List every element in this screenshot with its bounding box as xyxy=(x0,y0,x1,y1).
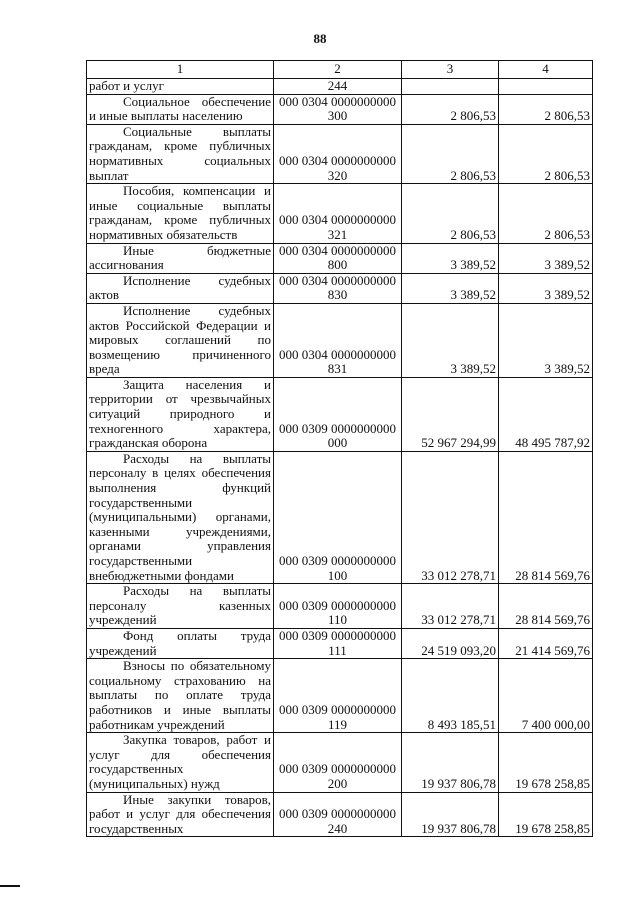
table-row xyxy=(87,184,593,243)
row-code: 000 0309 0000000000 111 xyxy=(274,628,402,658)
row-value-col3: 33 012 278,71 xyxy=(402,584,499,629)
table-row xyxy=(87,451,593,583)
row-code: 000 0309 0000000000 240 xyxy=(274,792,402,837)
row-value-col3: 19 937 806,78 xyxy=(402,733,499,792)
row-name: Социальное обеспечение и иные выплаты населению xyxy=(89,93,271,124)
row-value-col3: 2 806,53 xyxy=(402,94,499,124)
row-name: Закупка товаров, работ и услуг для обеспечения государственных (муниципальных) нужд xyxy=(89,732,271,791)
table-row xyxy=(87,659,593,733)
table-row xyxy=(87,273,593,303)
table-row xyxy=(87,584,593,629)
row-name-cell xyxy=(87,273,274,303)
row-name-cell xyxy=(87,94,274,124)
column-header-1: 1 xyxy=(87,61,274,79)
row-value-col4: 28 814 569,76 xyxy=(499,451,593,583)
table-row xyxy=(87,94,593,124)
row-name: работ и услуг xyxy=(89,78,164,93)
row-value-col3: 2 806,53 xyxy=(402,184,499,243)
row-value-col4: 19 678 258,85 xyxy=(499,792,593,837)
row-code: 000 0309 0000000000 100 xyxy=(274,451,402,583)
row-value-col4 xyxy=(499,79,593,95)
row-name: Расходы на выплаты персоналу в целях обеспечения выполнения функций государственными (муниципальными) органами, казенными учреждениями, органами управления государственными внебюджетными фондами xyxy=(89,450,271,583)
row-name: Социальные выплаты гражданам, кроме публичных нормативных социальных выплат xyxy=(89,123,271,183)
row-name-cell xyxy=(87,733,274,792)
row-name-cell xyxy=(87,584,274,629)
row-value-col4: 21 414 569,76 xyxy=(499,628,593,658)
row-name-cell xyxy=(87,451,274,583)
row-value-col4: 28 814 569,76 xyxy=(499,584,593,629)
row-value-col4: 2 806,53 xyxy=(499,94,593,124)
row-name: Иные закупки товаров, работ и услуг для обеспечения государственных xyxy=(89,791,271,836)
row-name: Исполнение судебных актов xyxy=(89,272,271,303)
row-name-cell xyxy=(87,659,274,733)
row-value-col3: 3 389,52 xyxy=(402,303,499,377)
table-row xyxy=(87,79,593,95)
table-body xyxy=(87,79,593,837)
row-code: 000 0304 0000000000 300 xyxy=(274,94,402,124)
row-name: Защита населения и территории от чрезвычайных ситуаций природного и техногенного характера, гражданская оборона xyxy=(89,376,271,451)
row-name: Фонд оплаты труда учреждений xyxy=(89,627,271,658)
row-name: Расходы на выплаты персоналу казенных учреждений xyxy=(89,583,271,628)
row-value-col3: 8 493 185,51 xyxy=(402,659,499,733)
row-code: 000 0309 0000000000 110 xyxy=(274,584,402,629)
row-name: Иные бюджетные ассигнования xyxy=(89,242,271,273)
column-header-2: 2 xyxy=(274,61,402,79)
row-code: 000 0304 0000000000 831 xyxy=(274,303,402,377)
scan-margin-mark xyxy=(0,885,20,887)
row-value-col4: 7 400 000,00 xyxy=(499,659,593,733)
row-value-col3: 2 806,53 xyxy=(402,124,499,183)
row-code: 000 0309 0000000000 200 xyxy=(274,733,402,792)
row-value-col3 xyxy=(402,79,499,95)
row-name-cell xyxy=(87,243,274,273)
row-value-col3: 3 389,52 xyxy=(402,243,499,273)
row-code: 000 0304 0000000000 320 xyxy=(274,124,402,183)
row-name: Взносы по обязательному социальному страхованию на выплаты по оплате труда работников и иные выплаты работникам учреждений xyxy=(89,658,271,732)
row-code: 244 xyxy=(274,79,402,95)
row-name-cell xyxy=(87,792,274,837)
row-name-cell xyxy=(87,628,274,658)
table-row xyxy=(87,377,593,451)
budget-table xyxy=(86,60,593,837)
row-name: Пособия, компенсации и иные социальные выплаты гражданам, кроме публичных нормативных обязательств xyxy=(89,183,271,242)
row-name-cell xyxy=(87,377,274,451)
row-value-col4: 19 678 258,85 xyxy=(499,733,593,792)
table-row xyxy=(87,792,593,837)
table-header-row xyxy=(87,61,593,79)
table-row xyxy=(87,124,593,183)
table-row xyxy=(87,303,593,377)
row-code: 000 0309 0000000000 119 xyxy=(274,659,402,733)
row-name-cell xyxy=(87,79,274,95)
table-row xyxy=(87,733,593,792)
row-code: 000 0304 0000000000 321 xyxy=(274,184,402,243)
row-value-col3: 3 389,52 xyxy=(402,273,499,303)
row-name-cell xyxy=(87,303,274,377)
table-row xyxy=(87,243,593,273)
row-value-col4: 2 806,53 xyxy=(499,124,593,183)
row-name: Исполнение судебных актов Российской Федерации и мировых соглашений по возмещению причиненного вреда xyxy=(89,302,271,377)
row-value-col4: 3 389,52 xyxy=(499,303,593,377)
row-value-col4: 3 389,52 xyxy=(499,243,593,273)
row-code: 000 0309 0000000000 000 xyxy=(274,377,402,451)
row-name-cell xyxy=(87,184,274,243)
page-number: 88 xyxy=(313,31,327,46)
row-value-col3: 19 937 806,78 xyxy=(402,792,499,837)
row-code: 000 0304 0000000000 800 xyxy=(274,243,402,273)
row-value-col4: 3 389,52 xyxy=(499,273,593,303)
row-value-col3: 33 012 278,71 xyxy=(402,451,499,583)
column-header-3: 3 xyxy=(402,61,499,79)
row-name-cell xyxy=(87,124,274,183)
row-value-col3: 52 967 294,99 xyxy=(402,377,499,451)
table-row xyxy=(87,628,593,658)
row-value-col4: 48 495 787,92 xyxy=(499,377,593,451)
row-value-col3: 24 519 093,20 xyxy=(402,628,499,658)
row-value-col4: 2 806,53 xyxy=(499,184,593,243)
column-header-4: 4 xyxy=(499,61,593,79)
row-code: 000 0304 0000000000 830 xyxy=(274,273,402,303)
